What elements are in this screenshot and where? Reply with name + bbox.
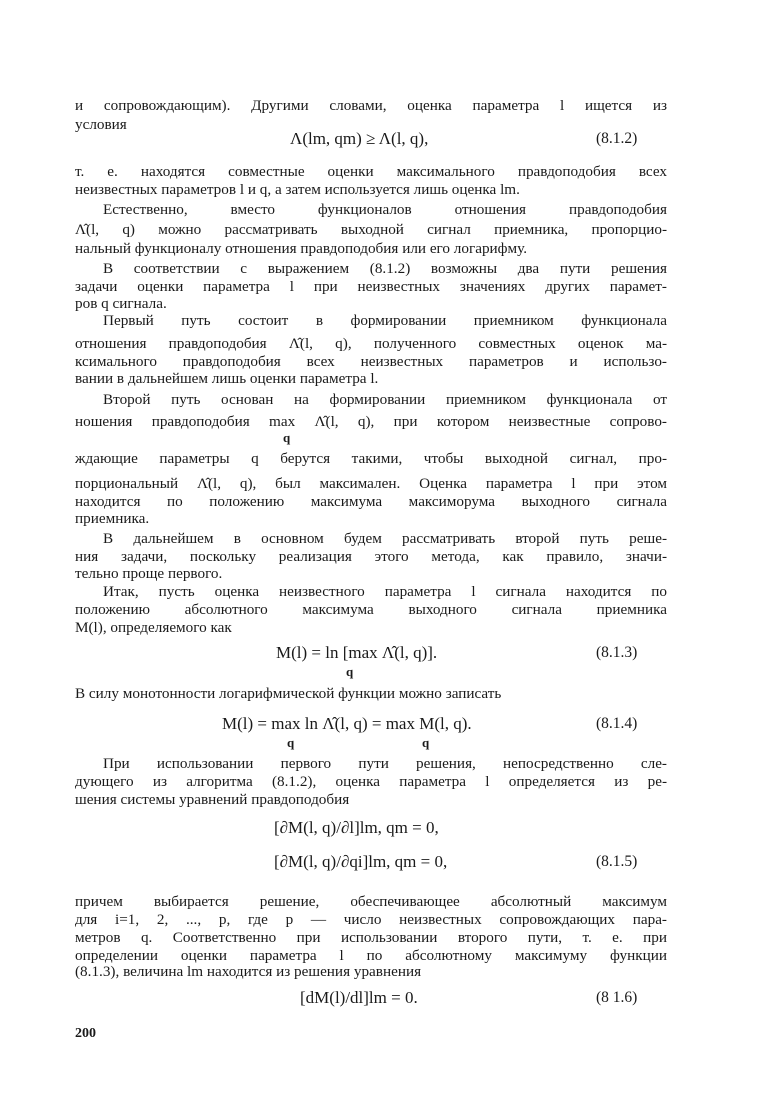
- text-line: ния задачи, поскольку реализация этого метода, как правило, значи-: [75, 548, 667, 565]
- text-line: находится по положению максимума максиморума выходного сигнала: [75, 493, 667, 510]
- text-line: M(l), определяемого как: [75, 619, 232, 636]
- text-line: условия: [75, 116, 127, 133]
- text-line: Первый путь состоит в формировании приемником функционала: [103, 312, 667, 329]
- text-line: т. е. находятся совместные оценки максимального правдоподобия всех: [75, 163, 667, 180]
- text-line: метров q. Соответственно при использовании второго пути, т. е. при: [75, 929, 667, 946]
- equation-8-1-2: Λ(lm, qm) ≥ Λ(l, q),: [290, 129, 429, 148]
- text-line: ксимального правдоподобия всех неизвестных параметров и использо-: [75, 353, 667, 370]
- equation-8-1-5-second: [∂M(l, q)/∂qi]lm, qm = 0,: [274, 852, 448, 871]
- text-line: Λ̂(l, q) можно рассматривать выходной сигнал приемника, пропорцио-: [75, 221, 667, 238]
- page-number: 200: [75, 1026, 96, 1041]
- text-line: ношения правдоподобия max Λ̂(l, q), при котором неизвестные сопрово-: [75, 413, 667, 430]
- text-line: При использовании первого пути решения, непосредственно сле-: [103, 755, 667, 772]
- equation-number: (8.1.5): [596, 853, 638, 870]
- max-subscript: q: [287, 735, 295, 750]
- max-subscript: q: [283, 430, 291, 445]
- text-line: тельно проще первого.: [75, 565, 223, 582]
- text-line: причем выбирается решение, обеспечивающее абсолютный максимум: [75, 893, 667, 910]
- equation-8-1-6: [dM(l)/dl]lm = 0.: [300, 988, 418, 1007]
- text-line: В дальнейшем в основном будем рассматривать второй путь реше-: [103, 530, 667, 547]
- text-line: порциональный Λ̂(l, q), был максимален. Оценка параметра l при этом: [75, 475, 667, 492]
- equation-number: (8.1.3): [596, 644, 638, 661]
- text-line: В силу монотонности логарифмической функции можно записать: [75, 685, 502, 702]
- text-line: дующего из алгоритма (8.1.2), оценка параметра l определяется из ре-: [75, 773, 667, 790]
- text-line: (8.1.3), величина lm находится из решения уравнения: [75, 963, 422, 980]
- text-line: ров q сигнала.: [75, 295, 167, 312]
- equation-8-1-5-first: [∂M(l, q)/∂l]lm, qm = 0,: [274, 818, 439, 837]
- equation-8-1-3: M(l) = ln [max Λ̂(l, q)].: [276, 643, 438, 662]
- equation-8-1-4: M(l) = max ln Λ̂(l, q) = max M(l, q).: [222, 714, 472, 733]
- text-line: Итак, пусть оценка неизвестного параметра l сигнала находится по: [103, 583, 667, 600]
- equation-number: (8.1.2): [596, 130, 638, 147]
- text-line: шения системы уравнений правдоподобия: [75, 791, 350, 808]
- max-subscript: q: [346, 664, 354, 679]
- text-line: Второй путь основан на формировании приемником функционала от: [103, 391, 667, 408]
- text-line: задачи оценки параметра l при неизвестных значениях других парамет-: [75, 278, 667, 295]
- text-line: отношения правдоподобия Λ̂(l, q), полученного совместных оценок ма-: [75, 335, 667, 352]
- max-subscript: q: [422, 735, 430, 750]
- text-line: нальный функционалу отношения правдоподобия или его логарифму.: [75, 240, 527, 257]
- text-line: неизвестных параметров l и q, а затем используется лишь оценка lm.: [75, 181, 520, 198]
- text-line: Естественно, вместо функционалов отношения правдоподобия: [103, 201, 667, 218]
- text-line: и сопровождающим). Другими словами, оценка параметра l ищется из: [75, 97, 667, 114]
- text-line: определении оценки параметра l по абсолютному максимуму функции: [75, 947, 667, 964]
- text-line: для i=1, 2, ..., p, где p — число неизвестных сопровождающих пара-: [75, 911, 667, 928]
- equation-number: (8 1.6): [596, 989, 638, 1006]
- equation-number: (8.1.4): [596, 715, 638, 732]
- text-line: В соответствии с выражением (8.1.2) возможны два пути решения: [103, 260, 667, 277]
- text-line: приемника.: [75, 510, 150, 527]
- text-line: ждающие параметры q берутся такими, чтобы выходной сигнал, про-: [75, 450, 667, 467]
- text-line: вании в дальнейшем лишь оценки параметра l.: [75, 370, 379, 387]
- text-line: положению абсолютного максимума выходного сигнала приемника: [75, 601, 667, 618]
